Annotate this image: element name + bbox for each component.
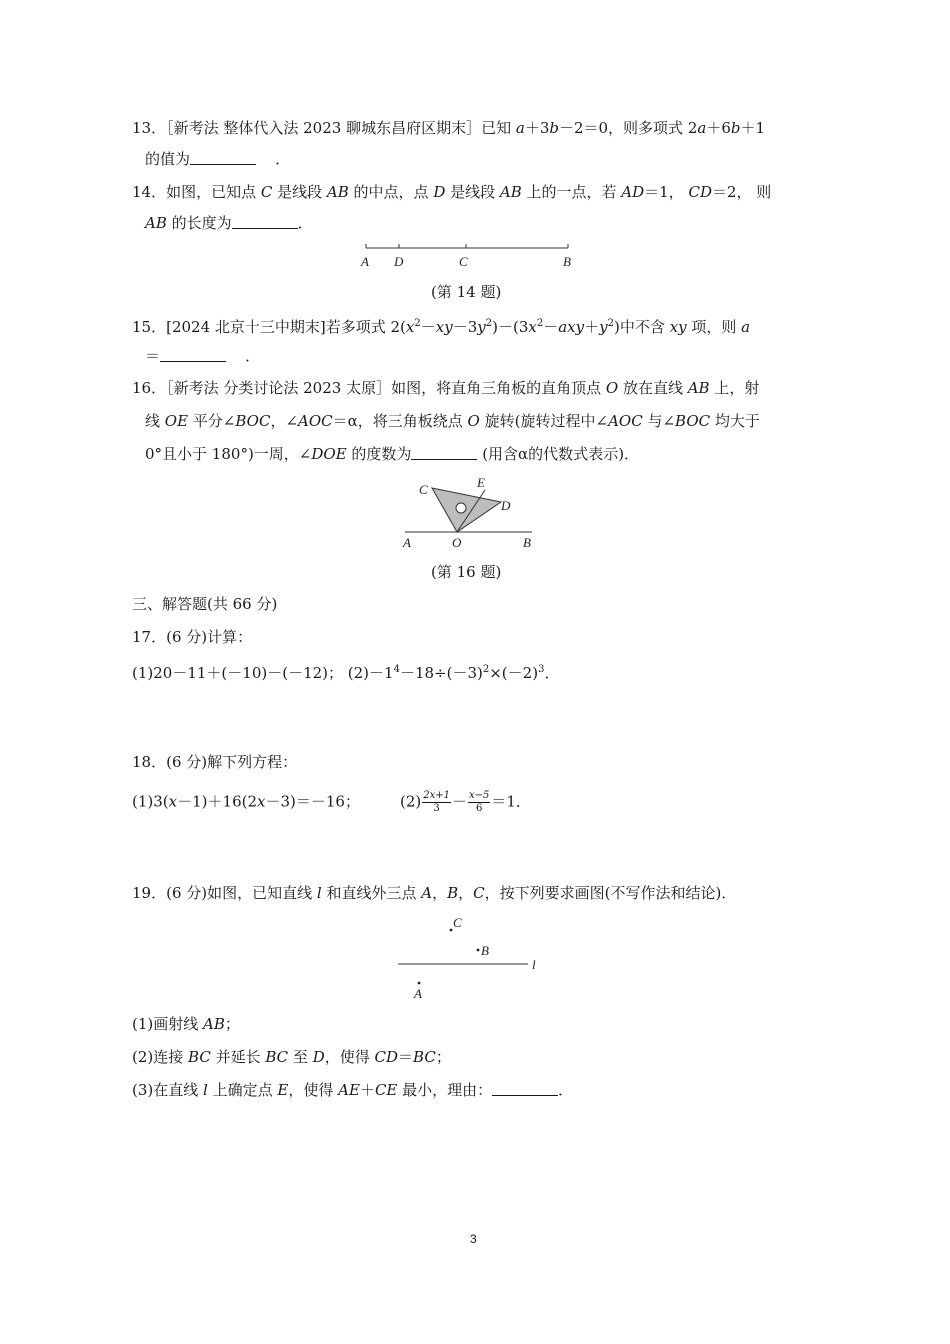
q15-line1: [132, 314, 750, 337]
var-xy: xy: [435, 318, 453, 336]
point-label: A: [421, 884, 433, 902]
var-b: b: [730, 119, 741, 137]
line-label: l: [203, 1081, 208, 1099]
ray-label: AB: [203, 1015, 225, 1033]
q16-text: 放在直线: [618, 379, 688, 397]
q16-text: 旋转(旋转过程中∠: [479, 412, 609, 430]
fraction-numerator: 2x+1: [423, 790, 450, 801]
q16-text: 如图，将直角三角板的直角顶点: [391, 379, 606, 397]
label-e: E: [477, 475, 485, 490]
page-number: 3: [470, 1232, 477, 1246]
q15-text: －: [543, 318, 559, 336]
section-title: 三、解答题(共 66 分): [132, 595, 278, 613]
segment-label: CD: [374, 1048, 399, 1066]
label-d: D: [394, 254, 404, 269]
q16-text: ＝α，将三角板绕点: [332, 412, 468, 430]
exponent: 4: [393, 664, 400, 675]
var-axy: axy: [558, 318, 585, 336]
q13-tag: ［新考法 整体代入法 2023 聊城东昌府区期末］: [166, 119, 482, 137]
segment-label: AB: [145, 214, 167, 232]
var-b: b: [549, 119, 559, 137]
triangle-plate: [432, 488, 501, 532]
var-a: a: [697, 119, 707, 137]
fraction-1: [422, 790, 451, 815]
q15-text: )中不含: [614, 318, 670, 336]
q16-line3: [145, 444, 639, 464]
answer-blank[interactable]: [232, 214, 298, 229]
q13-number: 13．: [132, 119, 167, 137]
q19-step1: [132, 1014, 240, 1034]
q14-text: 上的一点，若: [521, 183, 622, 201]
q16-text: 上，射: [709, 379, 760, 397]
q18-text: －3)＝－16；: [265, 792, 360, 811]
q19-text: 和直线外三点: [321, 884, 422, 902]
q14-figure: [355, 238, 585, 272]
q15-number: 15．: [132, 318, 167, 336]
fraction-denominator: 6: [475, 803, 483, 814]
var-y: y: [599, 318, 608, 336]
label-a: A: [414, 986, 422, 1001]
q17-heading: 17．(6 分)计算：: [132, 628, 253, 646]
var-x: x: [168, 792, 178, 811]
q19-text: ，: [458, 884, 474, 902]
angle-label: BOC: [675, 412, 711, 430]
q16-figure: [395, 475, 545, 555]
q15-text: 若多项式 2(: [325, 318, 406, 336]
q13-line1: [132, 118, 765, 138]
point-label: O: [467, 412, 480, 430]
q19-figure: [390, 910, 550, 1005]
q14-text: ＝2， 则: [711, 183, 772, 201]
label-c: C: [453, 915, 462, 930]
q14-text: ．: [297, 214, 313, 232]
q16-text: 线: [145, 412, 165, 430]
segment-label: CD: [688, 183, 712, 201]
q19-text: 19．(6 分)如图，已知直线: [132, 884, 317, 902]
exponent: 2: [536, 318, 544, 329]
segment-label: AB: [499, 183, 522, 201]
label-b: B: [563, 254, 571, 269]
segment-label: BC: [413, 1048, 436, 1066]
label-b: B: [523, 535, 531, 550]
segment-label: AD: [621, 183, 645, 201]
q15-text: ＝: [145, 347, 161, 365]
q14-text: 是线段: [272, 183, 327, 201]
q16-caption: (第 16 题): [431, 563, 502, 581]
q16-text: 均大于: [710, 412, 760, 430]
label-b: B: [481, 943, 489, 958]
var-xy: xy: [669, 318, 687, 336]
point-b: [477, 949, 480, 952]
q16-tag: ［新考法 分类讨论法 2023 太原］: [166, 379, 392, 397]
segment-label: BC: [265, 1048, 289, 1066]
q19-text: ，: [432, 884, 448, 902]
q15-tag: [2024 北京十三中期末]: [166, 318, 326, 336]
q15-text: ．: [245, 347, 261, 365]
label-a: A: [361, 254, 369, 269]
q18-equations: [132, 790, 531, 815]
q19-step3: [132, 1080, 573, 1100]
q19-text: ＝: [398, 1048, 414, 1066]
q19-text: ，使得: [288, 1081, 339, 1099]
label-c: C: [419, 482, 428, 497]
fraction-numerator: x−5: [468, 790, 490, 801]
q13-line2: [145, 149, 290, 169]
q16-text: ，∠: [270, 412, 299, 430]
q16-text: 平分∠: [188, 412, 236, 430]
q13-text: －2＝0，则多项式 2: [558, 119, 698, 137]
q16-number: 16．: [132, 379, 167, 397]
q16-text: 的度数为: [346, 445, 412, 463]
point-a: [418, 982, 421, 985]
point-label: C: [473, 884, 485, 902]
q15-text: )－(3: [492, 318, 529, 336]
q18-text: －1)＋16(2: [177, 792, 258, 811]
q19-text: ＋: [359, 1081, 375, 1099]
q18-heading: 18．(6 分)解下列方程：: [132, 753, 298, 771]
q15-text: 项，则: [686, 318, 742, 336]
q18-text: (1)3(: [132, 792, 169, 811]
q19-text: ，按下列要求画图(不写作法和结论)．: [484, 884, 737, 902]
angle-label: AOC: [608, 412, 643, 430]
ray-label: OE: [164, 412, 189, 430]
q16-line2: [145, 411, 760, 431]
q19-text: 上确定点: [207, 1081, 278, 1099]
fraction-denominator: 3: [433, 803, 440, 814]
segment-label: AE: [338, 1081, 360, 1099]
q14-number: 14．: [132, 183, 167, 201]
q19-heading: [132, 883, 736, 903]
q17-text: (1)20－11＋(－10)－(－12)； (2)－1: [132, 664, 394, 682]
fraction-2: [468, 790, 490, 815]
exponent: 2: [485, 318, 493, 329]
q14-text: 如图，已知点: [166, 183, 261, 201]
q16-text: 0°且小于 180°)一周，∠: [145, 445, 312, 463]
q14-text: 的中点，点: [348, 183, 434, 201]
point-label: E: [277, 1081, 289, 1099]
label-c: C: [459, 254, 468, 269]
q19-text: ．: [558, 1081, 574, 1099]
q18-text: ＝1．: [491, 792, 531, 811]
var-x: x: [257, 792, 266, 811]
label-o: O: [452, 535, 462, 550]
var-a: a: [741, 318, 751, 336]
q17-text: －18÷(－3): [399, 664, 483, 682]
segment-label: BC: [188, 1048, 211, 1066]
line-label: l: [316, 884, 322, 902]
segment-label: AB: [326, 183, 349, 201]
answer-blank[interactable]: [190, 150, 256, 165]
answer-blank[interactable]: [160, 347, 226, 362]
angle-label: BOC: [235, 412, 271, 430]
q14-line1: [132, 182, 771, 202]
q19-text: (3)在直线: [132, 1081, 204, 1099]
q19-text: (2)连接: [132, 1048, 189, 1066]
angle-label: AOC: [298, 412, 333, 430]
q16-line1: [132, 378, 759, 398]
q15-text: ＋: [584, 318, 600, 336]
q19-text: 并延长: [210, 1048, 266, 1066]
q16-text: (用含α的代数式表示)．: [477, 445, 640, 463]
q19-text: ，使得: [324, 1048, 375, 1066]
q14-line2: [145, 213, 313, 233]
var-a: a: [515, 119, 525, 137]
q19-text: 至: [288, 1048, 313, 1066]
q14-caption: (第 14 题): [431, 283, 502, 301]
q14-text: 的长度为: [166, 214, 232, 232]
q19-step2: [132, 1047, 451, 1067]
q15-line2: [145, 346, 260, 366]
point-label: D: [433, 183, 446, 201]
line-label: AB: [687, 379, 710, 397]
point-label: B: [447, 884, 459, 902]
q19-text: ；: [224, 1015, 240, 1033]
q15-text: －3: [452, 318, 478, 336]
q13-text: 的值为: [145, 150, 191, 168]
label-l: l: [532, 957, 536, 972]
answer-blank[interactable]: [492, 1081, 558, 1096]
q18-text: (2): [399, 792, 422, 811]
q17-text: ×(－2): [489, 664, 539, 682]
exponent: 2: [607, 318, 614, 329]
answer-blank[interactable]: [411, 445, 477, 460]
q13-text: 已知: [481, 119, 516, 137]
plate-hole: [456, 503, 466, 513]
q19-text: ；: [435, 1048, 451, 1066]
q14-text: ＝1，: [644, 183, 689, 201]
point-label: D: [312, 1048, 325, 1066]
q13-text: ＋6: [706, 119, 731, 137]
q19-text: 最小，理由：: [397, 1081, 493, 1099]
point-label: O: [605, 379, 619, 397]
var-y: y: [477, 318, 486, 336]
q14-text: 是线段: [445, 183, 500, 201]
segment-label: CE: [374, 1081, 398, 1099]
angle-label: DOE: [311, 445, 347, 463]
exponent: 2: [414, 318, 421, 329]
q19-text: (1)画射线: [132, 1015, 204, 1033]
var-x: x: [405, 318, 415, 336]
q18-text: －: [451, 792, 467, 811]
q13-text: ＋3: [524, 119, 550, 137]
point-label: C: [260, 183, 273, 201]
q13-text: ．: [275, 150, 291, 168]
var-x: x: [528, 318, 537, 336]
q17-text: ．: [544, 664, 560, 682]
q17-expressions: [132, 660, 559, 683]
q13-text: ＋1: [740, 119, 766, 137]
q15-text: －: [420, 318, 436, 336]
point-c: [450, 929, 453, 932]
exponent: 2: [482, 664, 490, 675]
exponent: 3: [538, 664, 545, 675]
label-a: A: [403, 535, 411, 550]
label-d: D: [501, 498, 511, 513]
q16-text: 与∠: [642, 412, 676, 430]
